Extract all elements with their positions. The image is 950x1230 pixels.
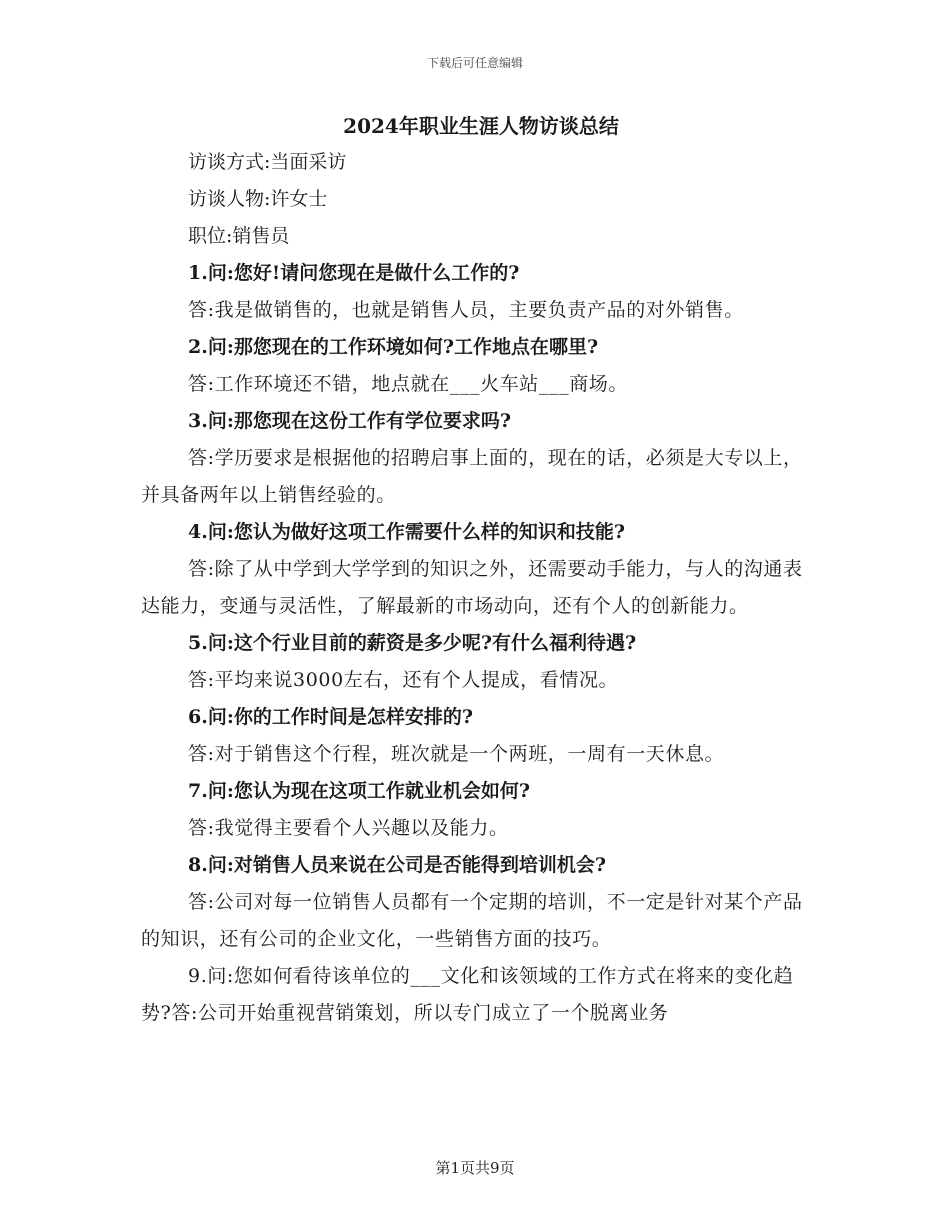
question-1: 1.问:您好!请问您现在是做什么工作的? bbox=[188, 262, 520, 284]
document-body bbox=[141, 112, 821, 1032]
answer-4: 答:除了从中学到大学学到的知识之外，还需要动手能力，与人的沟通表达能力，变通与灵活性，了解最新的市场动向，还有个人的创新能力。 bbox=[141, 558, 803, 617]
answer-2: 答:工作环境还不错，地点就在___火车站___商场。 bbox=[188, 373, 629, 395]
question-6: 6.问:你的工作时间是怎样安排的? bbox=[188, 706, 473, 728]
answer-6: 答:对于销售这个行程，班次就是一个两班，一周有一天休息。 bbox=[188, 743, 725, 765]
answer-8: 答:公司对每一位销售人员都有一个定期的培训，不一定是针对某个产品的知识，还有公司的企业文化，一些销售方面的技巧。 bbox=[141, 891, 803, 950]
document-title: 2024年职业生涯人物访谈总结 bbox=[343, 114, 619, 138]
page-header-note: 下载后可任意编辑 bbox=[426, 56, 523, 70]
page-number: 第1页共9页 bbox=[435, 1159, 515, 1177]
answer-1: 答:我是做销售的，也就是销售人员，主要负责产品的对外销售。 bbox=[188, 299, 744, 321]
meta-interviewee: 访谈人物:许女士 bbox=[188, 188, 328, 210]
question-4: 4.问:您认为做好这项工作需要什么样的知识和技能? bbox=[188, 521, 625, 543]
meta-interview-method: 访谈方式:当面采访 bbox=[188, 151, 347, 173]
question-answer-9: 9.问:您如何看待该单位的___文化和该领域的工作方式在将来的变化趋势?答:公司开始重视营销策划，所以专门成立了一个脱离业务 bbox=[141, 965, 794, 1024]
question-2: 2.问:那您现在的工作环境如何?工作地点在哪里? bbox=[188, 336, 599, 358]
answer-7: 答:我觉得主要看个人兴趣以及能力。 bbox=[188, 817, 509, 839]
question-3: 3.问:那您现在这份工作有学位要求吗? bbox=[188, 410, 511, 432]
answer-5: 答:平均来说3000左右，还有个人提成，看情况。 bbox=[188, 669, 619, 691]
answer-3: 答:学历要求是根据他的招聘启事上面的，现在的话，必须是大专以上，并具备两年以上销售经验的。 bbox=[141, 447, 803, 506]
question-7: 7.问:您认为现在这项工作就业机会如何? bbox=[188, 780, 530, 802]
meta-position: 职位:销售员 bbox=[188, 225, 290, 247]
question-5: 5.问:这个行业目前的薪资是多少呢?有什么福利待遇? bbox=[188, 632, 637, 654]
question-8: 8.问:对销售人员来说在公司是否能得到培训机会? bbox=[188, 854, 606, 876]
